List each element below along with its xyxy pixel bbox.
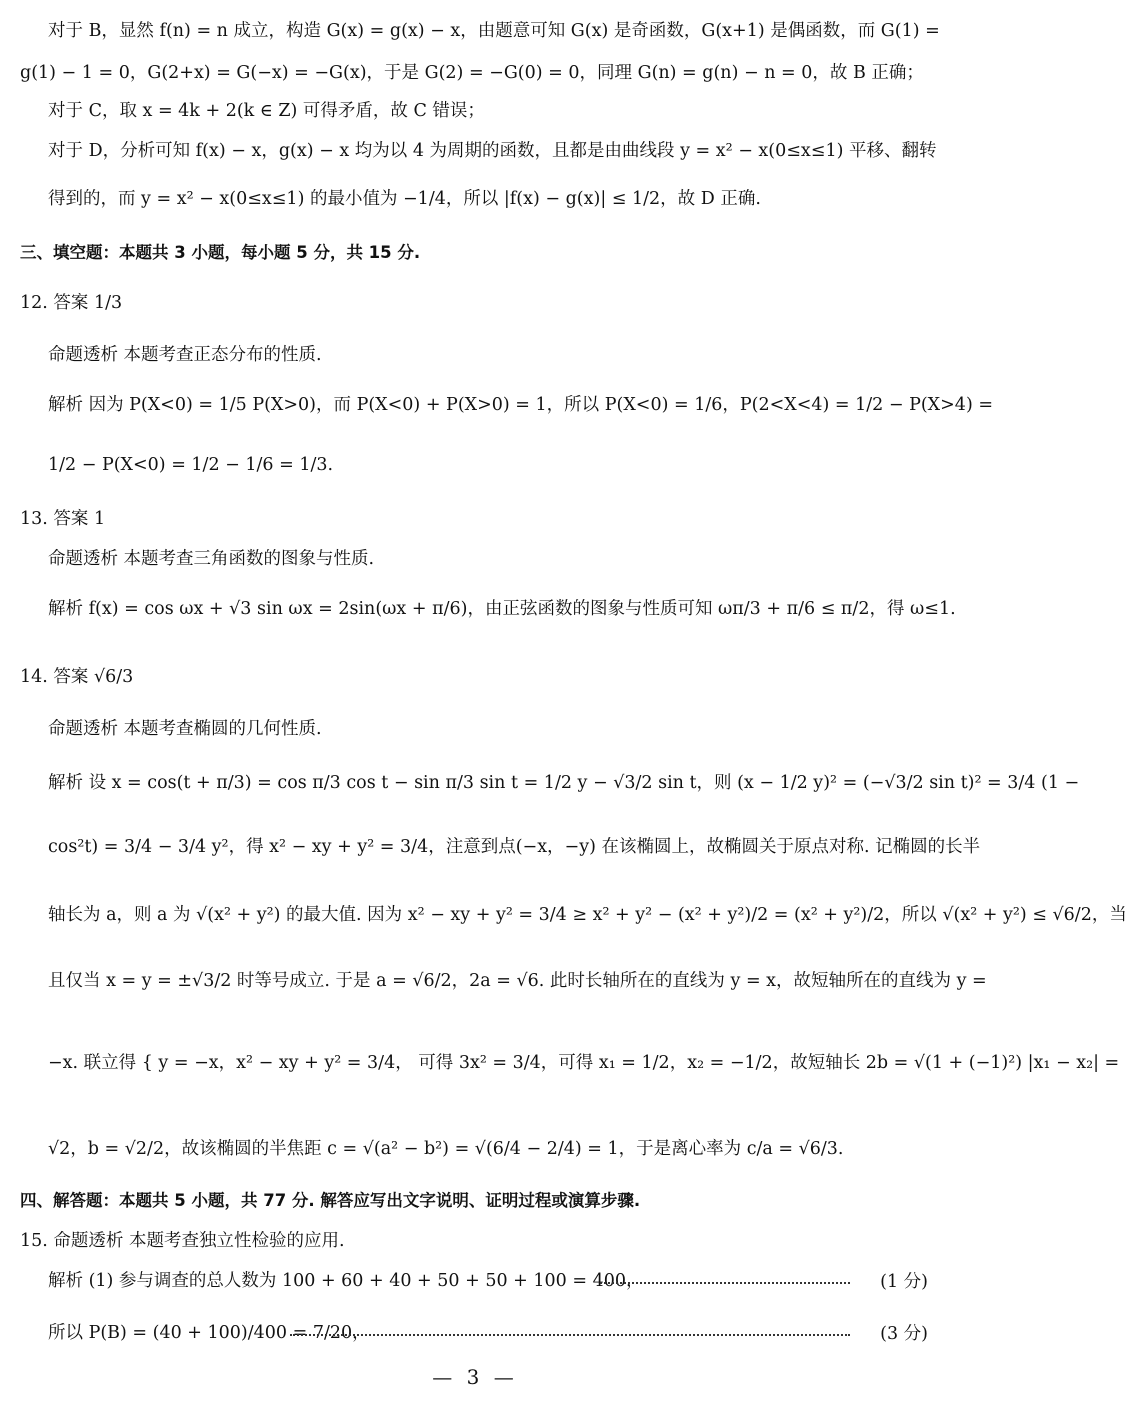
text-line: 命题透析 本题考查椭圆的几何性质.	[48, 719, 322, 739]
section-heading: 三、填空题：本题共 3 小题，每小题 5 分，共 15 分.	[20, 243, 421, 262]
text-line: 轴长为 a，则 a 为 √(x² + y²) 的最大值. 因为 x² − xy + y² = 3/4 ≥ x² + y² − (x² + y²)/2 = (x² + y²)/2，所以 √(x² + y²) ≤ √6/2，当	[48, 905, 1127, 925]
score-1: (1 分)	[880, 1272, 928, 1292]
text-line: 13. 答案 1	[20, 509, 106, 529]
text-line: −x. 联立得 { y = −x，x² − xy + y² = 3/4， 可得 3x² = 3/4，可得 x₁ = 1/2，x₂ = −1/2，故短轴长 2b = √(1 + (−1)²) |x₁ − x₂| =	[48, 1053, 1120, 1073]
text-line: 命题透析 本题考查正态分布的性质.	[48, 345, 322, 365]
text-line: 解析 设 x = cos(t + π/3) = cos π/3 cos t − sin π/3 sin t = 1/2 y − √3/2 sin t，则 (x − 1/2 y)² = (−√3/2 sin t)² = 3/4 (1 −	[48, 773, 1080, 793]
text-line: 命题透析 本题考查三角函数的图象与性质.	[48, 549, 375, 569]
text-line: 解析 因为 P(X<0) = 1/5 P(X>0)，而 P(X<0) + P(X>0) = 1，所以 P(X<0) = 1/6，P(2<X<4) = 1/2 − P(X>4) =	[48, 395, 993, 415]
text-line: 1/2 − P(X<0) = 1/2 − 1/6 = 1/3.	[48, 455, 334, 475]
text-line: √2，b = √2/2，故该椭圆的半焦距 c = √(a² − b²) = √(6/4 − 2/4) = 1，于是离心率为 c/a = √6/3.	[48, 1139, 844, 1159]
section-heading: 四、解答题：本题共 5 小题，共 77 分. 解答应写出文字说明、证明过程或演算步骤.	[20, 1191, 641, 1210]
text-line: cos²t) = 3/4 − 3/4 y²，得 x² − xy + y² = 3/4，注意到点(−x，−y) 在该椭圆上，故椭圆关于原点对称. 记椭圆的长半	[48, 837, 981, 857]
text-line: 解析 (1) 参与调查的总人数为 100 + 60 + 40 + 50 + 50 + 100 = 400，	[48, 1271, 644, 1291]
text-line: 12. 答案 1/3	[20, 293, 123, 313]
text-line: 14. 答案 √6/3	[20, 667, 134, 687]
text-line: 15. 命题透析 本题考查独立性检验的应用.	[20, 1231, 345, 1251]
dot-leader	[290, 1322, 850, 1336]
text-line: 对于 D，分析可知 f(x) − x，g(x) − x 均为以 4 为周期的函数，且都是由曲线段 y = x² − x(0≤x≤1) 平移、翻转	[48, 141, 937, 161]
dot-leader	[600, 1270, 850, 1284]
score-2: (3 分)	[880, 1324, 928, 1344]
text-line: g(1) − 1 = 0，G(2+x) = G(−x) = −G(x)，于是 G(2) = −G(0) = 0，同理 G(n) = g(n) − n = 0，故 B 正确；	[20, 63, 924, 83]
text-line: 且仅当 x = y = ±√3/2 时等号成立. 于是 a = √6/2，2a = √6. 此时长轴所在的直线为 y = x，故短轴所在的直线为 y =	[48, 971, 987, 991]
text-line: 解析 f(x) = cos ωx + √3 sin ωx = 2sin(ωx + π/6)，由正弦函数的图象与性质可知 ωπ/3 + π/6 ≤ π/2，得 ω≤1.	[48, 599, 956, 619]
text-line: 所以 P(B) = (40 + 100)/400 = 7/20，	[48, 1323, 370, 1343]
text-line: 对于 C，取 x = 4k + 2(k ∈ Z) 可得矛盾，故 C 错误；	[48, 101, 485, 121]
text-line: 得到的，而 y = x² − x(0≤x≤1) 的最小值为 −1/4，所以 |f(x) − g(x)| ≤ 1/2，故 D 正确.	[48, 189, 761, 209]
text-line: 对于 B，显然 f(n) = n 成立，构造 G(x) = g(x) − x，由题意可知 G(x) 是奇函数，G(x+1) 是偶函数，而 G(1) =	[48, 21, 940, 41]
page-number: — 3 —	[432, 1365, 518, 1389]
